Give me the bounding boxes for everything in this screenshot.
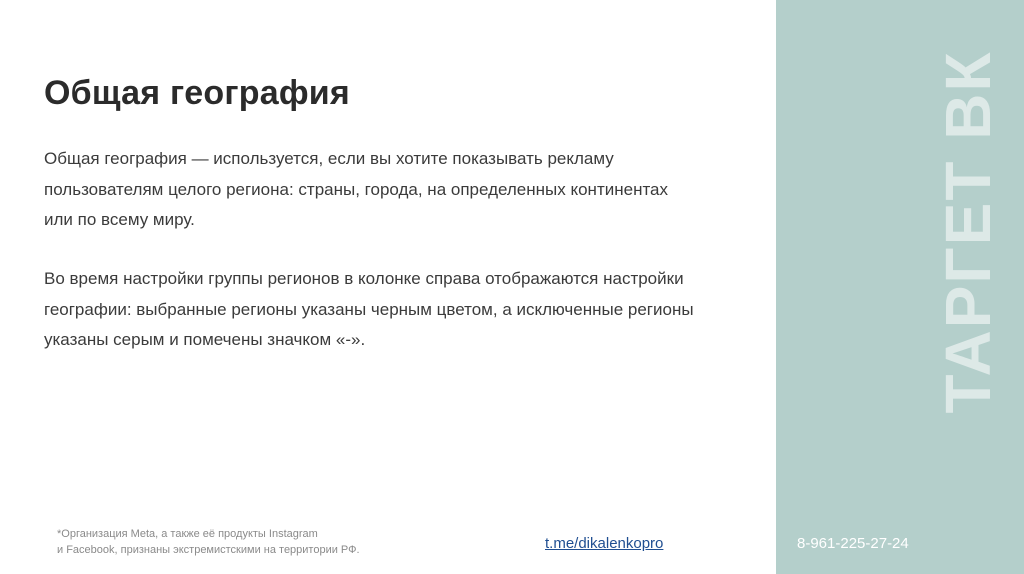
footnote-line-2: и Facebook, признаны экстремистскими на территории РФ. <box>57 544 360 556</box>
sidebar-brand-text: ТАРГЕТ ВК <box>932 50 1004 414</box>
footnote-line-1: *Организация Meta, а также её продукты Instagram <box>57 528 318 540</box>
paragraph-region-settings: Во время настройки группы регионов в колонке справа отображаются настройки географии: выбранные регионы указаны черным цветом, а исключенные регионы указаны серым и помечены значком «-». <box>44 269 694 349</box>
page-title: Общая география <box>44 74 350 112</box>
paragraph-general-geography: Общая география — используется, если вы хотите показывать рекламу пользователям целого региона: страны, города, на определенных континентах или по всему миру. <box>44 149 669 229</box>
phone-number: 8-961-225-27-24 <box>797 535 909 552</box>
footnote <box>57 526 360 558</box>
telegram-link[interactable]: t.me/dikalenkopro <box>545 535 664 552</box>
